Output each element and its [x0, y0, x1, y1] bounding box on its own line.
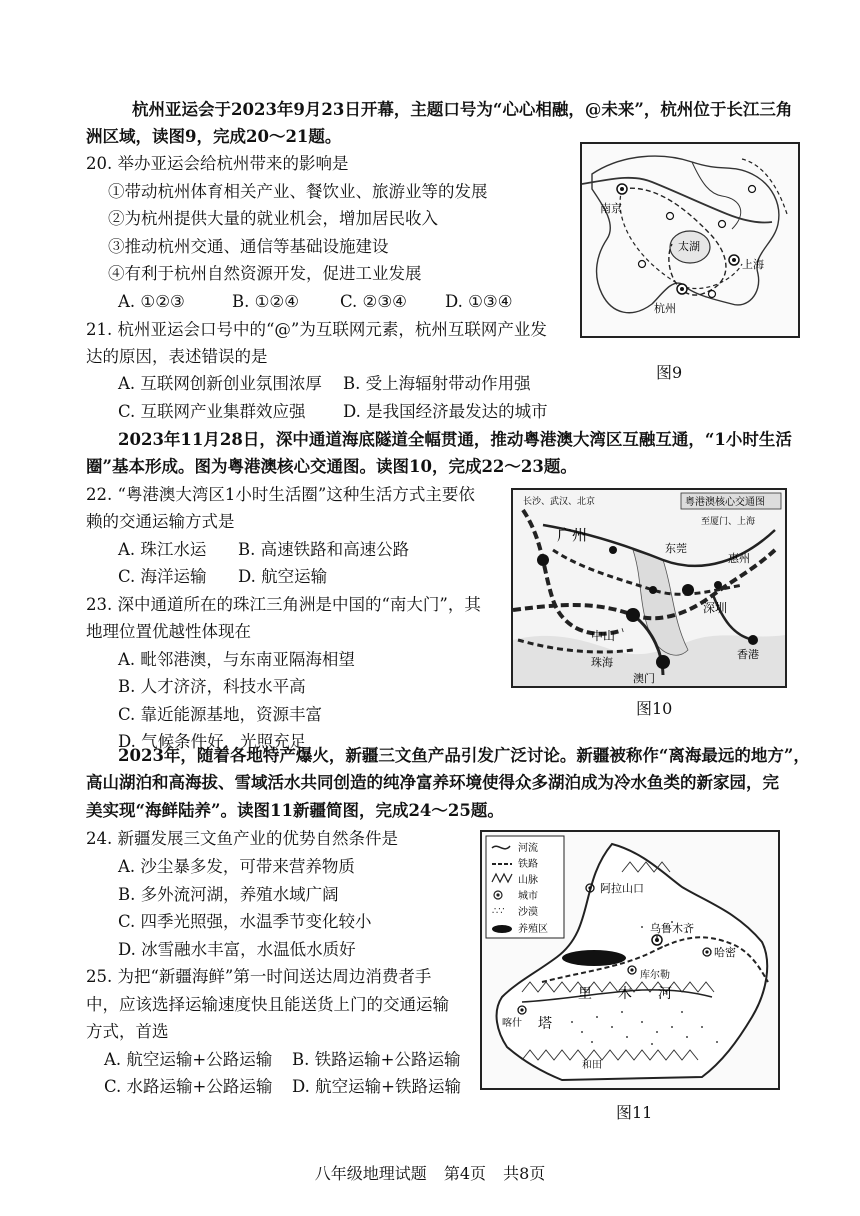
q22-option-d: D. 航空运输 — [238, 567, 328, 586]
fig9-label-nanjing: 南京 — [600, 202, 622, 215]
figure-11-caption: 图11 — [616, 1103, 653, 1122]
q24-option-a: A. 沙尘暴多发，可带来营养物质 — [118, 857, 355, 876]
q20-option-a: A. ①②③ — [118, 292, 185, 311]
q20-option-c: C. ②③④ — [340, 292, 407, 311]
fig11-label-tarim-2: 木 — [618, 986, 632, 1002]
intro-3-line-3: 美实现“海鲜陆养”。读图11新疆简图，完成24～25题。 — [86, 801, 504, 820]
q20-option-b: B. ①②④ — [232, 292, 299, 311]
q22-stem-1: 22. “粤港澳大湾区1小时生活圈”这种生活方式主要依 — [86, 485, 475, 504]
intro-1-line-2: 洲区域，读图9，完成20～21题。 — [86, 127, 342, 146]
q20-item-1: ①带动杭州体育相关产业、餐饮业、旅游业等的发展 — [108, 182, 488, 201]
footer-page: 第4页 — [443, 1164, 486, 1183]
fig10-top-note: 长沙、武汉、北京 — [523, 497, 596, 507]
q25-option-a: A. 航空运输+公路运输 — [104, 1050, 273, 1069]
fig11-label-hami: 哈密 — [714, 946, 736, 959]
fig10-top-right: 至厦门、上海 — [701, 517, 756, 527]
q24-option-b: B. 多外流河湖，养殖水域广阔 — [118, 885, 339, 904]
fig11-legend-river: 河流 — [518, 843, 538, 854]
intro-1-line-1: 杭州亚运会于2023年9月23日开幕，主题口号为“心心相融，@未来”，杭州位于长江三角 — [132, 100, 793, 119]
q24-option-d: D. 冰雪融水丰富，水温低水质好 — [118, 940, 356, 959]
q21-option-d: D. 是我国经济最发达的城市 — [343, 402, 548, 421]
q24-stem: 24. 新疆发展三文鱼产业的优势自然条件是 — [86, 829, 398, 848]
figure-10-map — [511, 488, 787, 688]
q23-option-b: B. 人才济济，科技水平高 — [118, 677, 306, 696]
q22-stem-2: 赖的交通运输方式是 — [86, 512, 235, 531]
fig11-legend-mountain: 山脉 — [518, 875, 538, 886]
q21-option-b: B. 受上海辐射带动作用强 — [343, 374, 531, 393]
figure-9-map-svg — [582, 144, 798, 336]
fig11-label-tarim-1: 里 — [578, 986, 592, 1002]
figure-9-map — [580, 142, 800, 338]
q21-stem-1: 21. 杭州亚运会口号中的“@”为互联网元素，杭州互联网产业发 — [86, 320, 547, 339]
fig9-label-shanghai: 上海 — [742, 258, 764, 271]
intro-3-line-1: 2023年，随着各地特产爆火，新疆三文鱼产品引发广泛讨论。新疆被称作“离海最远的地方”， — [118, 746, 810, 765]
fig11-legend-desert: 沙漠 — [518, 907, 538, 918]
fig11-legend-city: 城市 — [518, 891, 538, 902]
q25-stem-2: 中，应该选择运输速度快且能送货上门的交通运输 — [86, 995, 449, 1014]
fig11-label-hetian: 和田 — [582, 1060, 602, 1071]
q23-option-d: D. 气候条件好，光照充足 — [118, 732, 307, 751]
q25-option-c: C. 水路运输+公路运输 — [104, 1077, 273, 1096]
q20-item-2: ②为杭州提供大量的就业机会，增加居民收入 — [108, 209, 438, 228]
q23-stem-2: 地理位置优越性体现在 — [86, 622, 251, 641]
fig11-label-korla: 库尔勒 — [640, 970, 670, 981]
figure-9-caption: 图9 — [656, 363, 683, 382]
q20-option-d: D. ①③④ — [445, 292, 513, 311]
fig10-label-zhuhai: 珠海 — [591, 656, 613, 669]
fig11-label-alashankou: 阿拉山口 — [600, 882, 644, 895]
footer-total: 共8页 — [503, 1164, 546, 1183]
q25-option-d: D. 航空运输+铁路运输 — [292, 1077, 461, 1096]
figure-11-map-svg — [482, 832, 778, 1088]
fig10-label-zhongshan: 中山 — [591, 629, 616, 643]
fig10-label-dongguan: 东莞 — [665, 542, 687, 555]
q25-option-b: B. 铁路运输+公路运输 — [292, 1050, 461, 1069]
fig11-label-tarim-3: 河 — [658, 986, 672, 1002]
q20-item-4: ④有利于杭州自然资源开发，促进工业发展 — [108, 264, 422, 283]
intro-2-line-1: 2023年11月28日，深中通道海底隧道全幅贯通，推动粤港澳大湾区互融互通，“1小时生活 — [118, 430, 792, 449]
q23-stem-1: 23. 深中通道所在的珠江三角洲是中国的“南大门”，其 — [86, 595, 481, 614]
figure-11-map — [480, 830, 780, 1090]
fig10-label-guangzhou: 广州 — [557, 526, 588, 544]
intro-2-line-2: 圈”基本形成。图为粤港澳核心交通图。读图10，完成22～23题。 — [86, 457, 577, 476]
fig11-label-urumqi: 乌鲁木齐 — [650, 922, 694, 935]
q23-option-c: C. 靠近能源基地，资源丰富 — [118, 705, 323, 724]
q20-item-3: ③推动杭州交通、通信等基础设施建设 — [108, 237, 389, 256]
fig9-label-hangzhou: 杭州 — [654, 302, 676, 315]
page-footer — [0, 1161, 860, 1184]
fig11-label-kashi: 喀什 — [502, 1018, 522, 1029]
fig10-label-aomen: 澳门 — [633, 672, 655, 685]
q21-option-a: A. 互联网创新创业氛围浓厚 — [118, 374, 322, 393]
q25-stem-1: 25. 为把“新疆海鲜”第一时间送达周边消费者手 — [86, 967, 432, 986]
fig9-label-taihu: 太湖 — [678, 240, 700, 253]
q20-stem: 20. 举办亚运会给杭州带来的影响是 — [86, 154, 349, 173]
fig11-legend-railway: 铁路 — [518, 859, 538, 870]
fig11-label-ta: 塔 — [538, 1016, 552, 1032]
q21-option-c: C. 互联网产业集群效应强 — [118, 402, 306, 421]
figure-10-caption: 图10 — [636, 699, 673, 718]
q24-option-c: C. 四季光照强，水温季节变化较小 — [118, 912, 372, 931]
q22-option-c: C. 海洋运输 — [118, 567, 207, 586]
q23-option-a: A. 毗邻港澳，与东南亚隔海相望 — [118, 650, 355, 669]
q22-option-b: B. 高速铁路和高速公路 — [238, 540, 410, 559]
intro-3-line-2: 高山湖泊和高海拔、雪域活水共同创造的纯净富养环境使得众多湖泊成为冷水鱼类的新家园，完 — [86, 773, 779, 792]
fig10-label-shenzhen: 深圳 — [703, 601, 728, 615]
q22-option-a: A. 珠江水运 — [118, 540, 207, 559]
q25-stem-3: 方式，首选 — [86, 1022, 169, 1041]
footer-subject: 八年级地理试题 — [314, 1164, 427, 1183]
fig11-legend-farm: 养殖区 — [518, 924, 548, 935]
fig10-title: 粤港澳核心交通图 — [685, 497, 765, 508]
fig11-legend-desert-dots: ∴∵ — [492, 906, 505, 917]
figure-10-map-svg — [513, 490, 785, 686]
fig10-label-huizhou: 惠州 — [728, 552, 750, 565]
fig10-label-xianggang: 香港 — [737, 648, 759, 661]
q21-stem-2: 达的原因，表述错误的是 — [86, 347, 268, 366]
